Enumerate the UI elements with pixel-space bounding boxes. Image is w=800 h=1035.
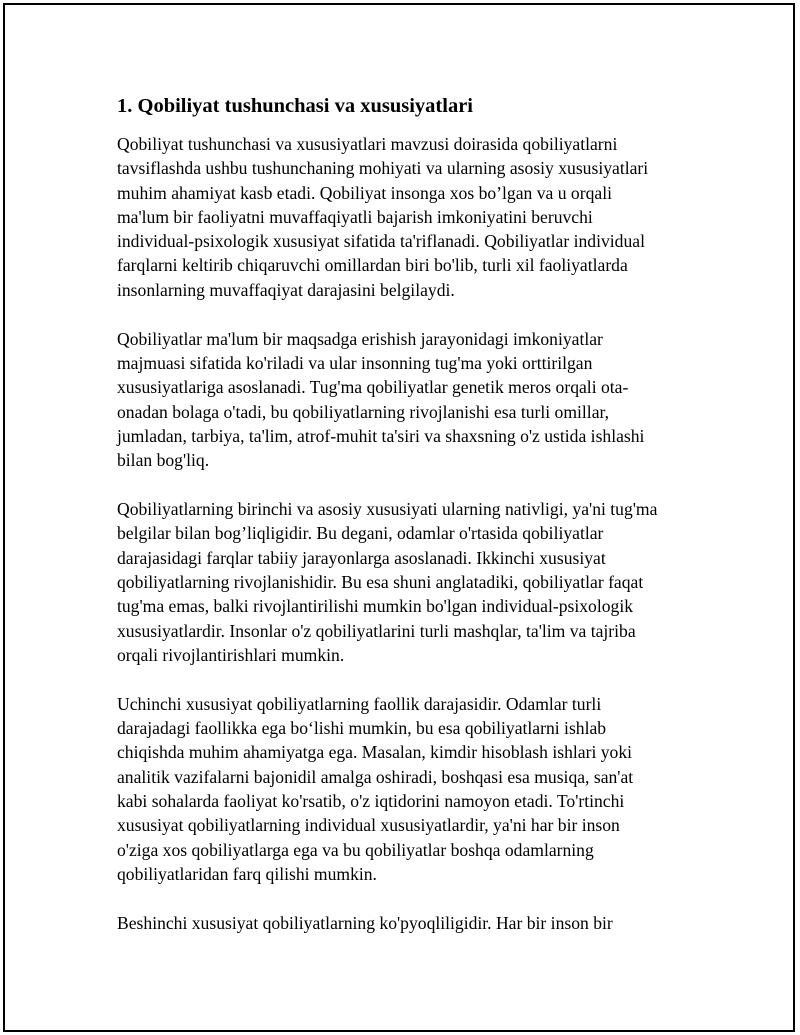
text-line: chiqishda muhim ahamiyatga ega. Masalan, kimdir hisoblash ishlari yoki xyxy=(117,742,633,763)
text-line: Beshinchi xususiyat qobiliyatlarning ko'pyoqliligidir. Har bir inson bir xyxy=(117,912,613,933)
text-line: tug'ma emas, balki rivojlantirilishi mumkin bo'lgan individual-psixologik xyxy=(117,596,634,617)
paragraph-1 xyxy=(117,132,697,302)
text-line: darajasidagi farqlar tabiiy jarayonlarga asoslanadi. Ikkinchi xususiyat xyxy=(117,547,606,568)
section-heading: 1. Qobiliyat tushunchasi va xususiyatlari xyxy=(117,95,473,117)
text-line: muhim ahamiyat kasb etadi. Qobiliyat insonga xos bo’lgan va u orqali xyxy=(117,182,612,203)
text-line: insonlarning muvaffaqiyat darajasini belgilaydi. xyxy=(117,279,455,300)
text-line: bilan bog'liq. xyxy=(117,450,210,471)
text-line: analitik vazifalarni bajonidil amalga oshiradi, boshqasi esa musiqa, san'at xyxy=(117,766,634,787)
paragraph-2 xyxy=(117,327,697,473)
text-line: jumladan, tarbiya, ta'lim, atrof-muhit ta'siri va shaxsning o'z ustida ishlashi xyxy=(117,425,645,446)
text-line: darajadagi faollikka ega boʻlishi mumkin, bu esa qobiliyatlarni ishlab xyxy=(117,718,607,739)
text-line: kabi sohalarda faoliyat ko'rsatib, o'z iqtidorini namoyon etadi. To'rtinchi xyxy=(117,790,625,811)
text-line: Qobiliyat tushunchasi va xususiyatlari mavzusi doirasida qobiliyatlarni xyxy=(117,134,618,154)
text-line: majmuasi sifatida ko'riladi va ular insonning tug'ma yoki orttirilgan xyxy=(117,352,593,373)
text-line: xususiyat qobiliyatlarning individual xususiyatlardir, ya'ni har bir inson xyxy=(117,815,620,836)
document-body xyxy=(117,92,697,960)
text-line: farqlarni keltirib chiqaruvchi omillardan biri bo'lib, turli xil faoliyatlarda xyxy=(117,255,628,276)
text-line: tavsiflashda ushbu tushunchaning mohiyati va ularning asosiy xususiyatlari xyxy=(117,158,649,179)
paragraph-3 xyxy=(117,497,697,667)
text-line: Qobiliyatlar ma'lum bir maqsadga erishish jarayonidagi imkoniyatlar xyxy=(117,328,603,349)
text-line: belgilar bilan bog’liqligidir. Bu degani, odamlar o'rtasida qobiliyatlar xyxy=(117,523,604,544)
text-line: Qobiliyatlarning birinchi va asosiy xususiyati ularning nativligi, ya'ni tug'ma xyxy=(117,499,658,520)
paragraph-5 xyxy=(117,911,697,935)
text-line: qobiliyatlaridan farq qilishi mumkin. xyxy=(117,863,377,884)
text-line: orqali rivojlantirishlari mumkin. xyxy=(117,644,345,665)
text-line: onadan bolaga o'tadi, bu qobiliyatlarning rivojlanishi esa turli omillar, xyxy=(117,401,610,422)
text-line: o'ziga xos qobiliyatlarga ega va bu qobiliyatlar boshqa odamlarning xyxy=(117,839,594,860)
text-line: individual-psixologik xususiyat sifatida ta'riflanadi. Qobiliyatlar individual xyxy=(117,231,645,252)
text-line: qobiliyatlarning rivojlanishidir. Bu esa shuni anglatadiki, qobiliyatlar faqat xyxy=(117,571,644,592)
paragraph-4 xyxy=(117,692,697,886)
text-line: Uchinchi xususiyat qobiliyatlarning faollik darajasidir. Odamlar turli xyxy=(117,693,602,714)
text-line: xususiyatlariga asoslanadi. Tug'ma qobiliyatlar genetik meros orqali ota- xyxy=(117,377,629,398)
text-line: xususiyatlardir. Insonlar o'z qobiliyatlarini turli mashqlar, ta'lim va tajriba xyxy=(117,620,636,641)
text-line: ma'lum bir faoliyatni muvaffaqiyatli bajarish imkoniyatini beruvchi xyxy=(117,206,593,227)
